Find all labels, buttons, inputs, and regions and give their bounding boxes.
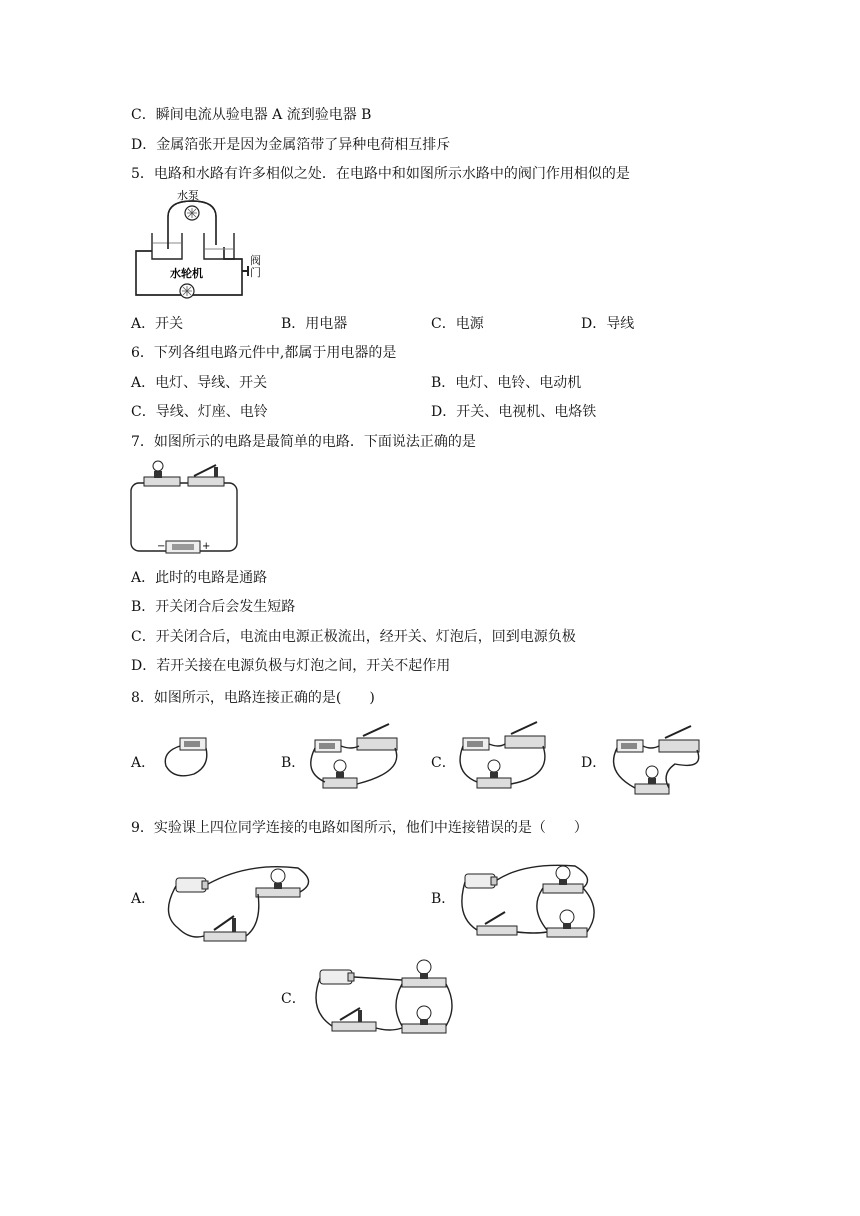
q6-option-c: C．导线、灯座、电铃 — [131, 404, 268, 420]
q6-option-d: D．开关、电视机、电烙铁 — [431, 404, 597, 420]
turbine-label: 水轮机 — [170, 267, 203, 280]
q4-option-d: D．金属箔张开是因为金属箔带了异种电荷相互排斥 — [131, 137, 451, 153]
q4-option-c: C．瞬间电流从验电器 A 流到验电器 B — [131, 107, 372, 123]
battery-minus-sign: − — [157, 541, 166, 552]
q6-option-b: B．电灯、电铃、电动机 — [431, 375, 582, 391]
q9-label-b: B． — [431, 891, 456, 907]
q7-option-c: C．开关闭合后，电流由电源正极流出，经开关、灯泡后，回到电源负极 — [131, 629, 576, 645]
q8-figure-c — [455, 720, 553, 796]
q8-label-d: D． — [581, 755, 607, 771]
q8-label-b: B． — [281, 755, 306, 771]
q8-figure-d — [605, 724, 705, 800]
q9-figure-b — [455, 858, 605, 950]
q7-option-b: B．开关闭合后会发生短路 — [131, 599, 296, 615]
q8-label-a: A． — [131, 755, 156, 771]
q7-option-a: A．此时的电路是通路 — [131, 570, 268, 586]
q5-option-c: C．电源 — [431, 316, 484, 332]
q5-water-circuit-figure — [130, 189, 265, 301]
q8-figure-b — [305, 720, 403, 796]
valve-label: 阀门 — [250, 254, 261, 279]
q8-figure-a — [160, 732, 214, 782]
q7-option-d: D．若开关接在电源负极与灯泡之间，开关不起作用 — [131, 658, 451, 674]
q6-stem: 6．下列各组电路元件中,都属于用电器的是 — [131, 345, 397, 361]
q8-stem: 8．如图所示，电路连接正确的是( ) — [131, 690, 375, 706]
q5-option-d: D．导线 — [581, 316, 635, 332]
q9-figure-a — [158, 858, 322, 950]
q9-figure-c — [306, 956, 458, 1042]
pump-label: 水泵 — [177, 189, 199, 202]
q8-label-c: C． — [431, 755, 456, 771]
q6-option-a: A．电灯、导线、开关 — [131, 375, 268, 391]
battery-plus-sign: + — [202, 541, 211, 552]
q5-option-a: A．开关 — [131, 316, 184, 332]
q5-option-b: B．用电器 — [281, 316, 348, 332]
q7-stem: 7．如图所示的电路是最简单的电路．下面说法正确的是 — [131, 434, 476, 450]
q9-label-c: C． — [281, 991, 306, 1007]
q9-label-a: A． — [131, 891, 156, 907]
q7-simple-circuit-figure — [128, 455, 240, 557]
q5-stem: 5．电路和水路有许多相似之处．在电路中和如图所示水路中的阀门作用相似的是 — [131, 166, 630, 182]
q9-stem: 9．实验课上四位同学连接的电路如图所示，他们中连接错误的是（ ） — [131, 820, 588, 836]
